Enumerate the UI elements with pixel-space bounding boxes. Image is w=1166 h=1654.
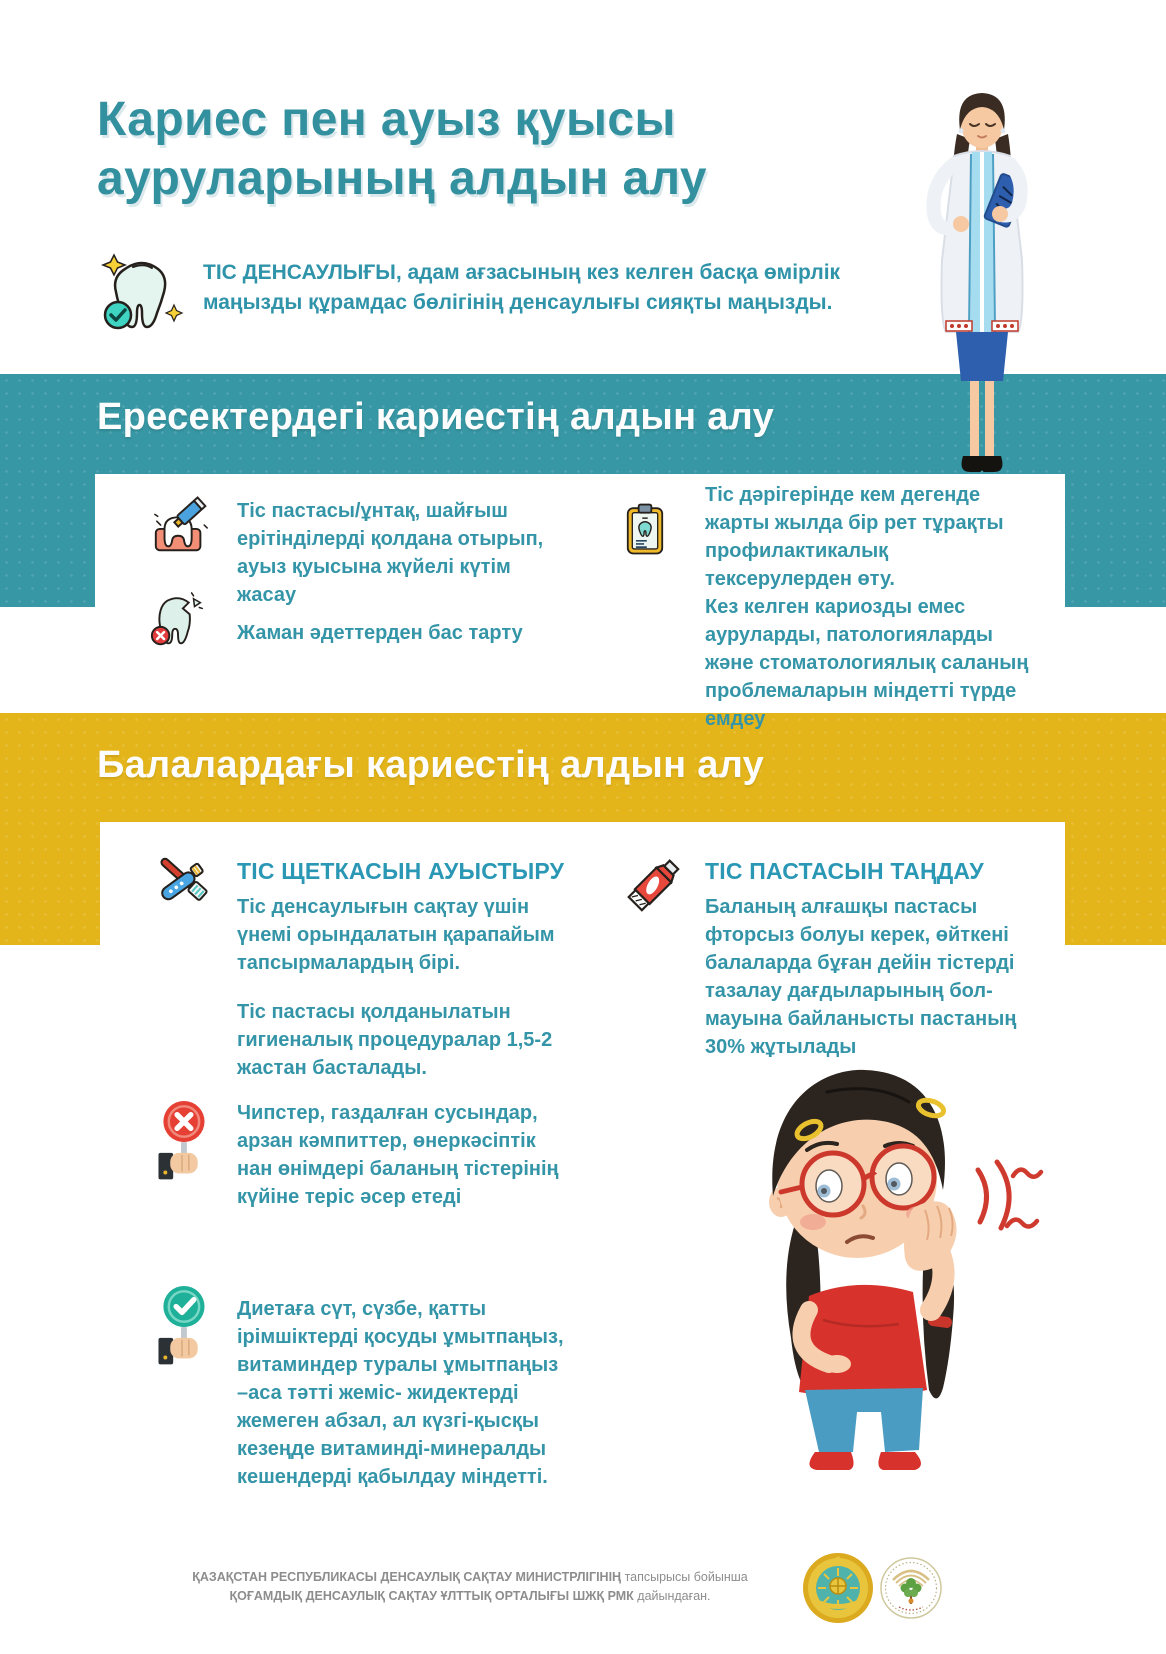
- children-brush-paragraph2: Тіс пастасы қолданылатын гигиеналық процедуралар 1,5-2 жастан басталады.: [237, 1001, 553, 1079]
- broken-tooth-icon: [148, 590, 210, 654]
- footer-line1-rest: тапсырысы бойынша: [621, 1570, 748, 1584]
- footer-line1-ministry: ҚАЗАҚСТАН РЕСПУБЛИКАСЫ ДЕНСАУЛЫҚ САҚТАУ МИНИСТРЛІГІНІҢ: [192, 1570, 622, 1584]
- adults-item3-paragraph1: Тіс дәрігерінде кем дегенде жарты жылда бір рет тұрақты профилактикалық тексерулерден өту.: [705, 484, 1004, 590]
- tooth-with-checkmark-icon: [92, 246, 192, 348]
- adults-item3-paragraph2: Кез келген кариозды емес ауруларды, патологияларды және стоматологиялық саланың проблемаларын міндетті түрде емдеу: [705, 596, 1029, 730]
- girl-toothache-illustration: [735, 1058, 1055, 1483]
- children-brush-paragraph1: Тіс денсаулығын сақтау үшін үнемі орындалатын қарапайым тапсырмалардың бірі.: [237, 896, 555, 974]
- footer-line2-center: ҚОҒАМДЫҚ ДЕНСАУЛЫҚ САҚТАУ ҰЛТТЫҚ ОРТАЛЫҒЫ ШЖҚ РМК: [229, 1589, 634, 1603]
- adults-item1-text: Тіс пастасы/ұнтақ, шайғыш ерітінділерді қолдана отырып, ауыз қуысына жүйелі күтім жасау: [237, 500, 544, 606]
- adults-item2-text: Жаман әдеттерден бас тарту: [237, 622, 523, 644]
- stop-sign-hand-icon: [152, 1098, 212, 1196]
- adults-item3-text: [705, 481, 1040, 733]
- doctor-illustration: [900, 84, 1065, 476]
- dental-clipboard-icon: [616, 496, 674, 562]
- children-brush-title: ТІС ЩЕТКАСЫН АУЫСТЫРУ: [237, 858, 565, 884]
- footer-line2: [170, 1587, 770, 1606]
- toothbrushes-icon: [148, 842, 222, 920]
- intro-text: ТІС ДЕНСАУЛЫҒЫ, адам ағзасының кез келген басқа өмірлік маңызды құрамдас бөлігінің денсаулығы сияқты маңызды.: [203, 261, 841, 314]
- adults-section-title: Ересектердегі кариестің алдын алу: [97, 396, 775, 438]
- page-title-line1: Кариес пен ауыз қуысы: [97, 93, 676, 146]
- footer-line1: [170, 1568, 770, 1587]
- children-section-title: Балалардағы кариестің алдын алу: [97, 744, 765, 786]
- kazakhstan-emblem-logo: [801, 1551, 875, 1625]
- children-paste-paragraph1: Баланың алғашқы пастасы фторсыз болуы керек, өйткені балаларда бұған дейін тістерді тазалау дағдыларының бол-мауына байланысты пастаның 30% жұтылады: [705, 896, 1017, 1058]
- check-sign-hand-icon: [152, 1283, 212, 1381]
- children-paste-title: ТІС ПАСТАСЫН ТАҢДАУ: [705, 858, 984, 884]
- toothpaste-on-tooth-icon: [150, 494, 212, 560]
- page-title-line2: ауруларының алдын алу: [97, 152, 707, 205]
- public-health-center-logo: [879, 1556, 943, 1620]
- children-diet-text: Диетаға сүт, сүзбе, қатты ірімшіктерді қосуды ұмытпаңыз, витаминдер туралы ұмытпаңыз –аса тәтті жеміс- жидектерді жемеген абзал, ал күзгі-қысқы кезеңде витаминді-минералды кешендерді қабылдау міндетті.: [237, 1298, 564, 1488]
- footer-credits: [170, 1568, 770, 1606]
- footer-line2-rest: дайындаған.: [633, 1589, 711, 1603]
- children-avoid-text: Чипстер, газдалған сусындар, арзан кәмпиттер, өнеркәсіптік нан өнімдері баланың тістерінің күйіне теріс әсер етеді: [237, 1102, 559, 1208]
- toothpaste-tube-icon: [620, 844, 690, 916]
- page-title: [97, 90, 897, 208]
